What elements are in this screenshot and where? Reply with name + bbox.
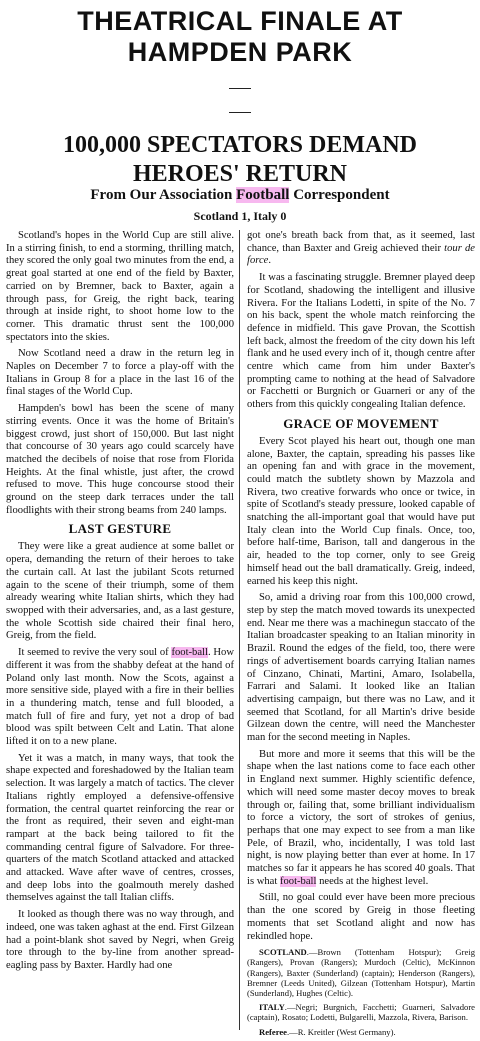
team-players: .—Brown (Tottenham Hotspur); Greig (Rangers), Provan (Rangers); Murdoch (Celtic), McKinnon (Rangers), Baxter (Sunderland) (captain); Henderson (Rangers), Bremner (Leeds United), Gilzean (Tottenham Hotspur), Martin (Sunderland), Hughes (Celtic). xyxy=(247,947,475,999)
column-divider xyxy=(239,230,240,1030)
paragraph: It looked as though there was no way through, and indeed, one was taken aghast at the end. First Gilzean had a point-blank shot saved by Negri, when Greig tore through to the by-line from another spread-eagling pass by Baxter. Hardly had one xyxy=(6,909,234,971)
byline-highlight: Football xyxy=(236,187,290,203)
left-column xyxy=(6,230,234,977)
divider-short-2 xyxy=(229,112,251,113)
byline-suffix: Correspondent xyxy=(289,187,390,203)
paragraph: Hampden's bowl has been the scene of many stirring events. Once it was the home of Britain's biggest crowd, just short of 150,000. But last night that concourse of 30 years ago could scarcely have matched the decibels of noise that rose from Florida Heights. At the final whistle, just after, the crowd refused to move. This huge concourse stood their ground on the steep dark terraces under the tall floodlights with their strong beams from 240 lamps. xyxy=(6,403,234,516)
team-label: SCOTLAND xyxy=(259,947,307,958)
paragraph xyxy=(247,749,475,889)
highlighted-word: foot-ball xyxy=(171,647,208,659)
team-list-scotland xyxy=(247,947,475,998)
text: But more and more it seems that this will be the shape when the last nations come to face each other in England next summer. Highly scientific defence, which will need some master decoy moves to break through or, failing that, some brilliant individualism to force a victory, the sort of strokes of genius, perhaps that one may expect to see from a man like Pele, of Brazil, who, incidentally, I was told last night, is now playing better than ever at home. In 17 matches so far it appears he has scored 40 goals. That is what xyxy=(247,748,475,887)
byline-prefix: From Our Association xyxy=(90,187,237,203)
byline xyxy=(0,186,480,204)
italic-phrase: tour de force xyxy=(247,242,475,267)
text: . How different it was from the shabby defeat at the hand of Poland only last month. Now the Scots, against a more sensitive side, played with a fire in their bellies in a thundering match, tense and full blooded, a match full of fire and fury, yet not a drop of bad blood was spilt between Celt and Latin. That alone lifted it on to a new plane. xyxy=(6,647,234,748)
headline xyxy=(0,6,480,68)
paragraph xyxy=(6,647,234,749)
referee-line xyxy=(247,1027,475,1037)
paragraph: Scotland's hopes in the World Cup are still alive. In a stirring finish, to end a storming, thrilling match, they scored the only goal two minutes from the end, a great goal started at one end of the field by Baxter, carried on by Bremner, back to Baxter, again a through pass, for Greig, the right back, tearing through at inside right, to shoot home low to the corner. This dramatic thrust sent the 100,000 spectators into the skies. xyxy=(6,230,235,343)
text: It seemed to revive the very soul of xyxy=(18,647,172,659)
paragraph: They were like a great audience at some ballet or opera, demanding the return of their heroes to take the curtain call. At last the jubilant Scots returned again to the scene of their triumph, some of them already wearing white Italian shirts, which they had swopped with their adversaries, and, as a last gesture, the whole Scottish side chaired their final hero, Greig, from the field. xyxy=(6,541,234,642)
referee-label: Referee xyxy=(259,1026,287,1037)
headline-line-1: THEATRICAL FINALE AT xyxy=(77,6,403,36)
subheadline xyxy=(0,131,480,189)
subheadline-line-2: HEROES' RETURN xyxy=(132,161,348,187)
score-line: Scotland 1, Italy 0 xyxy=(193,209,287,223)
team-players: .—Negri; Burgnich, Facchetti; Guarneri, Salvadore (captain), Rosato; Lodetti, Bulgarelli, Mazzola, Rivera, Barison. xyxy=(247,1002,475,1023)
subheadline-line-1: 100,000 SPECTATORS DEMAND xyxy=(62,132,418,158)
right-column xyxy=(247,230,475,1041)
referee-name: .—R. Kreitler (West Germany). xyxy=(286,1026,396,1037)
paragraph: It was a fascinating struggle. Bremner played deep for Scotland, shadowing the intelligent and illusive Rivera. For the Italians Lodetti, in spite of the No. 7 on his back, spent the whole match reinforcing the defence in midfield. This gave Provan, the Scottish left back, almost the freedom of the city down his left flank and he used every inch of it, though centre after centre which came from him under Baxter's prompting came to nothing at the head of Salvadore or Facchetti or Burgnich or Guarneri or any of the others from this quickly congealing Italian defence. xyxy=(247,272,475,411)
text: needs at the highest level. xyxy=(316,875,429,887)
team-label: ITALY xyxy=(259,1002,285,1013)
paragraph: So, amid a driving roar from this 100,000 crowd, step by step the match moved towards its unexpected end. Near me there was a machinegun staccato of the Italian broadcaster speaking to an Italian minority in Brazil. Round the edges of the field, too, there were rings of advertisement boards carrying Italian names of Cinzano, Chinati, Martini, Amaro, Isolabella, Farrari and Salami. It looked like an Italian advertising campaign, but there was no Law, and it seemed that Scotland, for all Martin's drive beside Gilzean down the centre, will need the Manchester man for the second meeting in Naples. xyxy=(247,592,475,744)
paragraph: Yet it was a match, in many ways, that took the shape expected and foreshadowed by the Italian team selection. It was largely a match of tactics. The clever Italians rightly employed a defensive-offensive formation, the central quartet reinforcing the rear or the front as required, their seven and eight-man rampart at the back being tailored to fit the commanding central figure of Salvadore. For three-quarters of the match Scotland attacked and attacked and attacked. Wave after wave of centres, crosses, and deep lobs into the goalmouth merely dashed themselves against the tall Italian cliffs. xyxy=(6,752,234,904)
headline-line-2: HAMPDEN PARK xyxy=(127,37,353,67)
highlighted-word: foot-ball xyxy=(279,875,317,887)
text: . xyxy=(268,255,272,267)
section-heading: LAST GESTURE xyxy=(68,521,172,537)
text: got one's breath back from that, as it seemed, last chance, than Baxter and Greig achieved their xyxy=(247,230,475,254)
paragraph xyxy=(247,230,475,268)
divider-short xyxy=(229,88,251,89)
section-heading: GRACE OF MOVEMENT xyxy=(283,415,439,431)
paragraph: Now Scotland need a draw in the return leg in Naples on December 7 to force a play-off with the Italians in Group 8 for a place in the last 16 of the final stages of the World Cup. xyxy=(6,348,234,398)
paragraph: Every Scot played his heart out, though one man alone, Baxter, the captain, spreading his passes like an opening fan and with grace in the movement, could match the subtlety shown by Mazzola and Rivera, two creative forwards who once or twice, in spite of Scotland's steady pressure, looked capable of snatching the all-important goal that would have put Italy clean into the World Cup finals. Once, too, before half-time, Barison, tall and dangerous in the air, headed to the top corner, only to see Greig himself head out the ball dramatically. Greig, indeed, earned his keep this night. xyxy=(247,435,475,587)
paragraph: Still, no goal could ever have been more precious than the one scored by Greig in those fleeting moments that set Scotland alight and now has rekindled hope. xyxy=(247,892,475,942)
team-list-italy xyxy=(247,1002,475,1022)
